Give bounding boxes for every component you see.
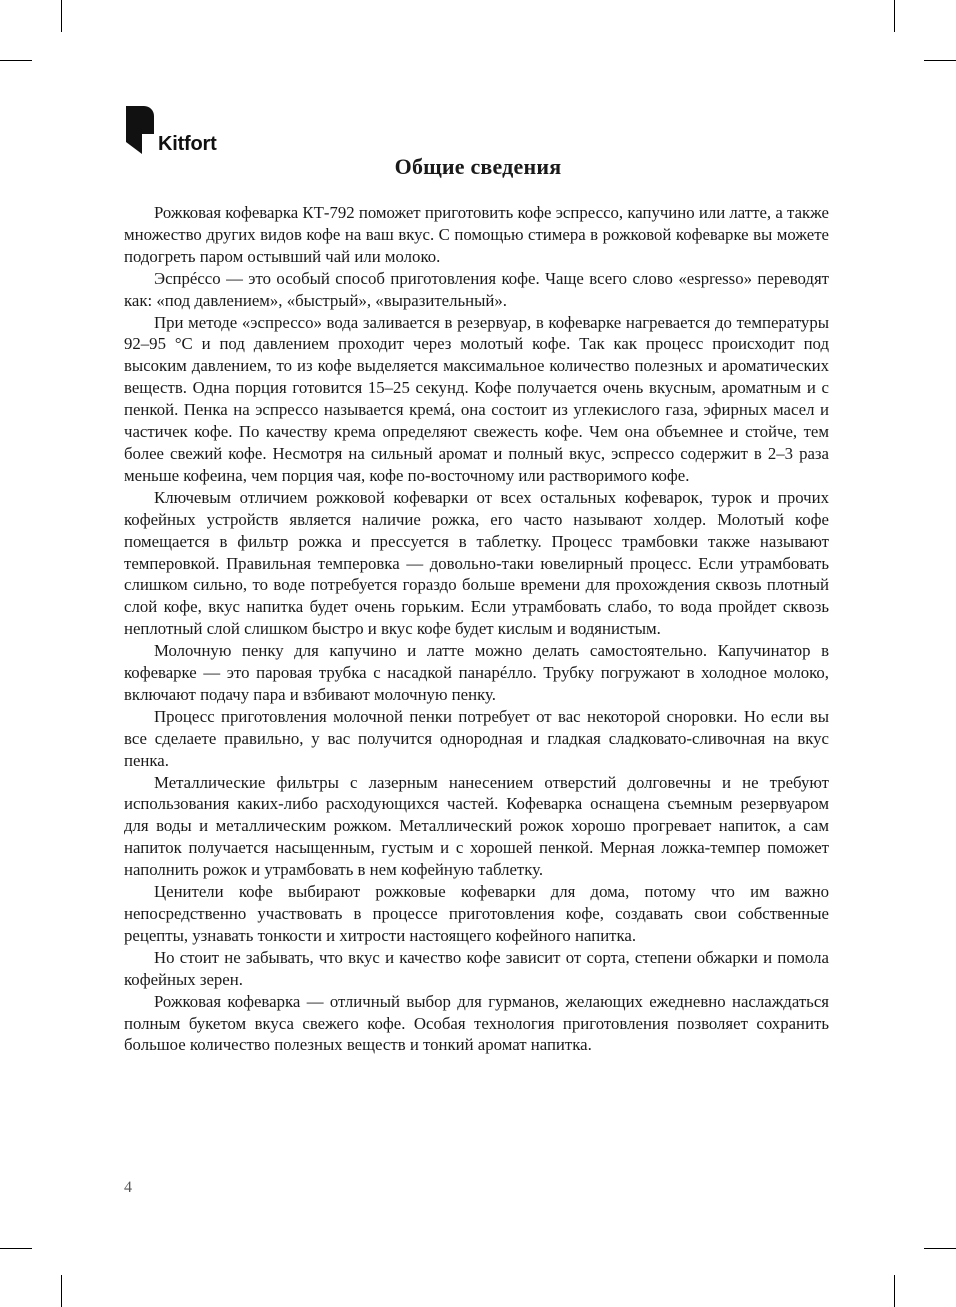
crop-mark xyxy=(894,0,895,32)
paragraph: Ключевым отличием рожковой кофеварки от всех остальных кофеварок, турок и прочих кофейных устройств является наличие рожка, его часто называют холдер. Молотый кофе помещается в фильтр рожка и прессуется в таблетку. Процесс трамбовки также называют темперовкой. Правильная темперовка — довольно-таки ювелирный процесс. Если утрамбовать слишком сильно, то воде потребуется гораздо больше времени для прохождения сквозь плотный слой кофе, вкус напитка будет очень горьким. Если утрамбовать слабо, то вода пройдет сквозь неплотный слой слишком быстро и вкус кофе будет кислым и водянистым. xyxy=(124,487,829,639)
crop-mark xyxy=(61,0,62,32)
crop-mark xyxy=(924,1248,956,1249)
paragraph: Рожковая кофеварка — отличный выбор для гурманов, желающих ежедневно наслаждаться полным букетом вкуса свежего кофе. Особая технология приготовления позволяет сохранить большое количество полезных веществ и тонкий аромат напитка. xyxy=(124,991,829,1055)
paragraph: Ценители кофе выбирают рожковые кофеварки для дома, потому что им важно непосредственно участвовать в процессе приготовления кофе, создавать свои собственные рецепты, узнавать тонкости и хитрости настоящего кофейного напитка. xyxy=(124,882,829,945)
crop-mark xyxy=(0,60,32,61)
paragraph: Рожковая кофеварка КТ-792 поможет приготовить кофе эспрессо, капучино или латте, а также множество других видов кофе на ваш вкус. С помощью стимера в рожковой кофеварке вы можете подогреть паром остывший чай или молоко. xyxy=(124,203,829,266)
kitfort-logo-icon xyxy=(126,106,154,154)
logo-text: Kitfort xyxy=(158,133,217,155)
page-title: Общие сведения xyxy=(394,154,562,179)
paragraph: Процесс приготовления молочной пенки потребует от вас некоторой сноровки. Но если вы все сделаете правильно, у вас получится однородная и гладкая сладковато-сливочная на вкус пенка. xyxy=(124,706,829,770)
paragraph: Но стоит не забывать, что вкус и качество кофе зависит от сорта, степени обжарки и помола кофейных зерен. xyxy=(124,947,829,989)
paragraph: При методе «эспрессо» вода заливается в резервуар, в кофеварке нагревается до температуры 92–95 °С и под давлением проходит через молотый кофе. Так как процесс происходит под высоким давлением, то из кофе выделяется максимальное количество полезных и ароматических веществ. Одна порция готовится 15–25 секунд. Кофе получается очень вкусным, ароматным и с пенкой. Пенка на эспрессо называется кремá, она состоит из углекислого газа, эфирных масел и частичек кофе. По качеству крема определяют свежесть кофе. Чем она объемнее и стойче, тем более свежий кофе. Несмотря на сильный аромат и полный вкус, эспрессо содержит в 2–3 раза меньше кофеина, чем порция чая, кофе по-восточному или растворимого кофе. xyxy=(124,312,829,485)
body-text xyxy=(124,202,829,1056)
page-number: 4 xyxy=(124,1179,132,1196)
crop-mark xyxy=(924,60,956,61)
kitfort-logo xyxy=(126,106,217,154)
crop-mark xyxy=(61,1275,62,1307)
crop-mark xyxy=(894,1275,895,1307)
paragraph: Эспрéссо — это особый способ приготовления кофе. Чаще всего слово «espresso» переводят как: «под давлением», «быстрый», «выразительный». xyxy=(124,268,829,310)
crop-mark xyxy=(0,1248,32,1249)
paragraph: Металлические фильтры с лазерным нанесением отверстий долговечны и не требуют использования каких-либо расходующихся частей. Кофеварка оснащена съемным резервуаром для воды и металлическим рожком. Металлический рожок хорошо прогревает напиток, а сам напиток получается насыщенным, густым и с хорошей пенкой. Мерная ложка-темпер поможет наполнить рожок и утрамбовать в нем кофейную таблетку. xyxy=(124,772,829,880)
paragraph: Молочную пенку для капучино и латте можно делать самостоятельно. Капучинатор в кофеварке — это паровая трубка с насадкой панарéлло. Трубку погружают в холодное молоко, включают подачу пара и взбивают молочную пенку. xyxy=(124,641,829,704)
